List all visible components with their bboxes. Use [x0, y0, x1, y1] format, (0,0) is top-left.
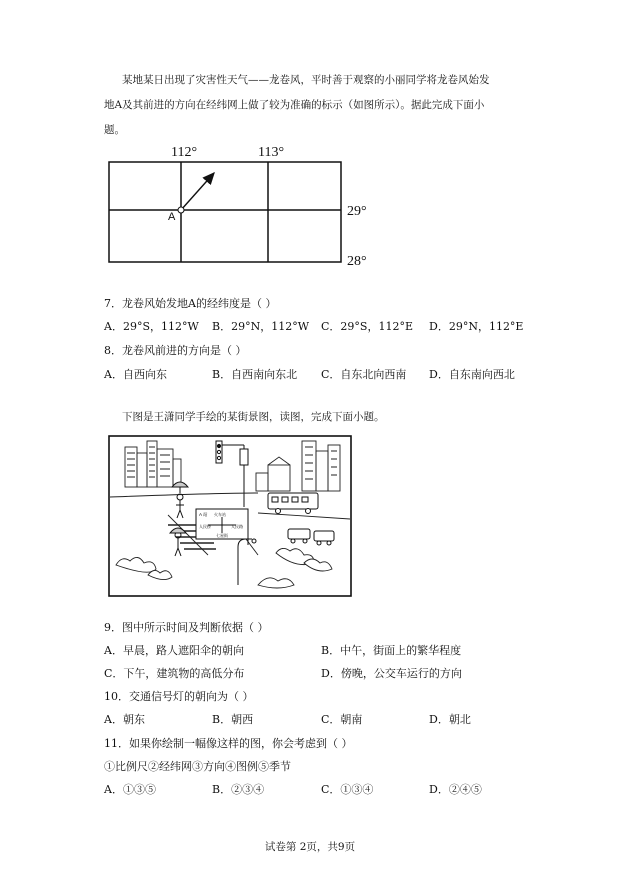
sign-text-bridge: 人民桥: [199, 524, 211, 529]
q11-option-a: A．①③⑤: [104, 783, 156, 796]
sign-text-station: A 站: [199, 512, 208, 517]
q7-option-c: C．29°S，112°E: [321, 320, 413, 333]
latitude-label-29: 29°: [347, 204, 367, 219]
q11-option-c: C．①③④: [321, 783, 374, 796]
street-scene-figure: [108, 435, 352, 597]
q11-option-d: D．②④⑤: [429, 783, 482, 796]
sign-text-street: 七星街: [216, 533, 228, 538]
q10-option-d: D．朝北: [429, 713, 471, 726]
sign-text-road: 人民路: [231, 524, 243, 529]
point-a-marker: [178, 207, 184, 213]
street-scene-svg: [108, 435, 352, 597]
sign-text-railway: 火车站: [214, 512, 226, 517]
q7-option-b: B．29°N，112°W: [212, 320, 310, 333]
q11-option-b: B．②③④: [212, 783, 265, 796]
q9-option-d: D．傍晚，公交车运行的方向: [321, 667, 462, 680]
passage1-line2: 地A及其前进的方向在经纬网上做了较为准确的标示（如图所示）。据此完成下面小: [104, 99, 485, 111]
longitude-label-113: 113°: [258, 145, 285, 160]
latitude-label-28: 28°: [347, 254, 367, 269]
tornado-direction-arrow: [181, 173, 214, 210]
passage1-line1: 某地某日出现了灾害性天气——龙卷风，平时善于观察的小丽同学将龙卷风始发: [122, 74, 490, 86]
q7-option-a: A．29°S，112°W: [104, 320, 199, 333]
passage2-text: 下图是王潇同学手绘的某街景图，读图，完成下面小题。: [122, 411, 385, 423]
q10-stem: 10．交通信号灯的朝向为（ ）: [104, 690, 254, 703]
q10-option-a: A．朝东: [104, 713, 145, 726]
q11-choices-line: ①比例尺②经纬网③方向④图例⑤季节: [104, 760, 291, 773]
q10-option-c: C．朝南: [321, 713, 363, 726]
passage1-line3: 题。: [104, 124, 125, 136]
q10-option-b: B．朝西: [212, 713, 254, 726]
q9-option-c: C．下午，建筑物的高低分布: [104, 667, 245, 680]
q7-stem: 7．龙卷风始发地A的经纬度是（ ）: [104, 297, 277, 310]
q8-option-c: C．自东北向西南: [321, 368, 407, 381]
page-footer: 试卷第 2页，共9页: [264, 841, 356, 853]
q8-stem: 8．龙卷风前进的方向是（ ）: [104, 344, 247, 357]
grid-border: [109, 162, 341, 262]
q11-stem: 11．如果你绘制一幅像这样的图，你会考虑到（ ）: [104, 737, 353, 750]
longitude-label-112: 112°: [171, 145, 198, 160]
q8-option-d: D．自东南向西北: [429, 368, 515, 381]
q7-option-d: D．29°N，112°E: [429, 320, 524, 333]
q8-option-b: B．自西南向东北: [212, 368, 298, 381]
q9-option-b: B．中午，街面上的繁华程度: [321, 644, 462, 657]
q9-stem: 9．图中所示时间及判断依据（ ）: [104, 621, 269, 634]
q8-option-a: A．自西向东: [104, 368, 167, 381]
point-a-label: A: [168, 211, 176, 223]
q9-option-a: A．早晨，路人遮阳伞的朝向: [104, 644, 244, 657]
